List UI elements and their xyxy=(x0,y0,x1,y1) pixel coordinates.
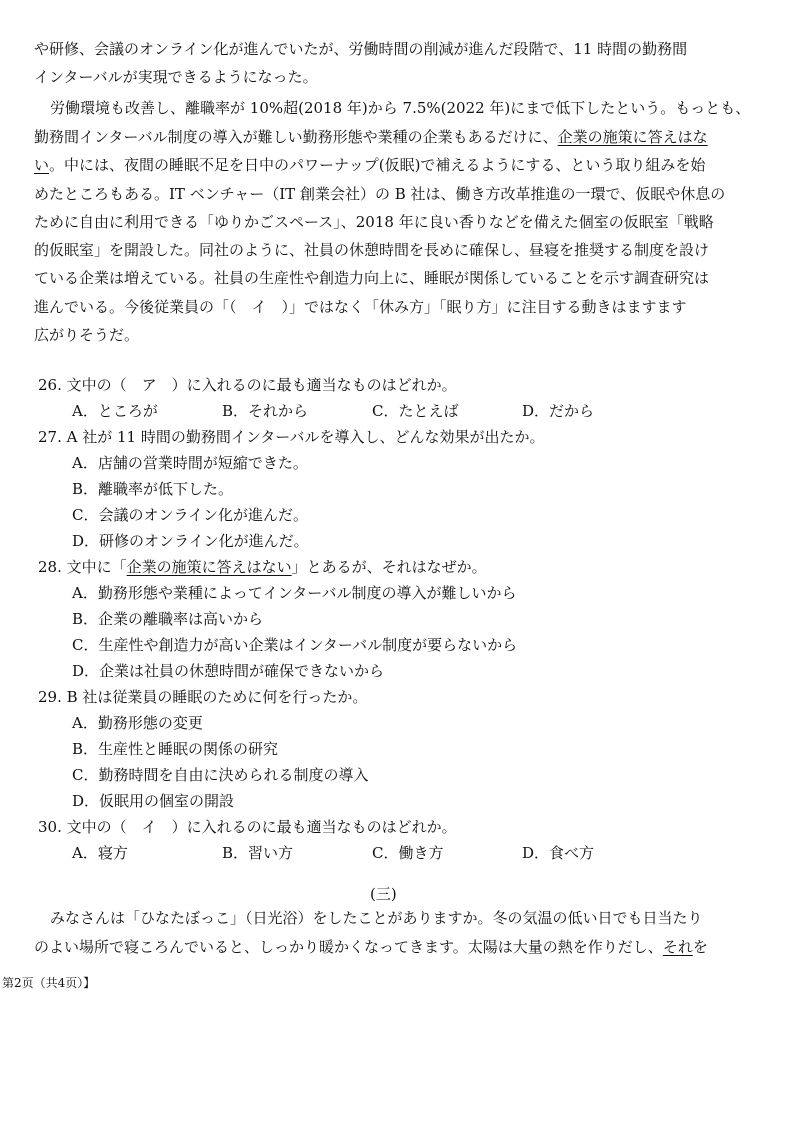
question-text: 28. 文中に「 xyxy=(38,558,127,576)
passage-text: 。中には、夜間の睡眠不足を日中のパワーナップ(仮眠)で補えるようにする、という取り組みを始 xyxy=(49,156,706,174)
question-26-option-a: A．ところが xyxy=(72,402,158,420)
question-26-option-c: C．たとえば xyxy=(372,402,459,420)
question-26-option-d: D．だから xyxy=(522,402,595,420)
passage-text: を xyxy=(692,938,708,956)
question-26-option-b: B．それから xyxy=(222,402,309,420)
question-27-option-b: B．離職率が低下した。 xyxy=(72,480,234,498)
question-28-option-c: C．生産性や創造力が高い企業はインターバル制度が要らないから xyxy=(72,636,518,654)
passage-line: めたところもある。IT ベンチャー（IT 創業会社）の B 社は、働き方改革推進の一環で、仮眠や休息の xyxy=(34,185,726,203)
question-text: 」とあるが、それはなぜか。 xyxy=(291,558,487,576)
question-30-stem: 30. 文中の（ イ ）に入れるのに最も適当なものはどれか。 xyxy=(38,818,457,836)
question-29-option-b: B．生産性と睡眠の関係の研究 xyxy=(72,740,279,758)
quoted-underlined-phrase: 企業の施策に答えはない xyxy=(126,558,292,576)
passage-line: や研修、会議のオンライン化が進んでいたが、労働時間の削減が進んだ段階で、11 時間の勤務間 xyxy=(34,40,688,58)
question-30-option-c: C．働き方 xyxy=(372,844,444,862)
passage-line xyxy=(34,128,708,146)
question-29-option-d: D．仮眠用の個室の開設 xyxy=(72,792,235,810)
question-30-option-d: D．食べ方 xyxy=(522,844,595,862)
question-27-option-c: C．会議のオンライン化が進んだ。 xyxy=(72,506,309,524)
underlined-phrase: それ xyxy=(662,938,693,956)
underlined-phrase-end: い xyxy=(34,156,50,174)
passage-line: 労働環境も改善し、離職率が 10%超(2018 年)から 7.5%(2022 年)にまで低下したという。もっとも、 xyxy=(50,99,751,117)
passage-line: 進んでいる。今後従業員の「（ イ ）」ではなく「休み方」「眠り方」に注目する動きはますます xyxy=(34,298,687,316)
passage-line: 的仮眠室」を開設した。同社のように、社員の休憩時間を長めに確保し、昼寝を推奨する制度を設け xyxy=(34,241,710,259)
question-26-stem: 26. 文中の（ ア ）に入れるのに最も適当なものはどれか。 xyxy=(38,376,457,394)
passage-line: ために自由に利用できる「ゆりかごスペース」、2018 年に良い香りなどを備えた個室の仮眠室「戦略 xyxy=(34,213,714,231)
question-29-stem: 29. B 社は従業員の睡眠のために何を行ったか。 xyxy=(38,688,368,706)
passage-text: のよい場所で寝ころんでいると、しっかり暖かくなってきます。太陽は大量の熱を作りだし、 xyxy=(34,938,663,956)
question-28-option-b: B．企業の離職率は高いから xyxy=(72,610,264,628)
question-28-option-d: D．企業は社員の休憩時間が確保できないから xyxy=(72,662,385,680)
section-heading: (三) xyxy=(370,885,397,903)
question-30-option-b: B．習い方 xyxy=(222,844,294,862)
passage-line: インターバルが実現できるようになった。 xyxy=(34,68,318,86)
page-footer: 第2页（共4页）】 xyxy=(2,976,96,990)
question-29-option-a: A．勤務形態の変更 xyxy=(72,714,203,732)
question-28-option-a: A．勤務形態や業種によってインターバル制度の導入が難しいから xyxy=(72,584,517,602)
passage-line xyxy=(34,938,708,956)
passage-line xyxy=(34,156,705,174)
question-27-stem: 27. A 社が 11 時間の勤務間インターバルを導入し、どんな効果が出たか。 xyxy=(38,428,545,446)
underlined-phrase: 企業の施策に答えはな xyxy=(557,128,708,146)
question-28-stem xyxy=(38,558,487,576)
passage-line: みなさんは「ひなたぼっこ」（日光浴）をしたことがありますか。冬の気温の低い日でも日当たり xyxy=(50,909,703,927)
passage-text: 勤務間インターバル制度の導入が難しい勤務形態や業種の企業もあるだけに、 xyxy=(34,128,558,146)
passage-line: ている企業は増えている。社員の生産性や創造力向上に、睡眠が関係していることを示す調査研究は xyxy=(34,269,710,287)
question-29-option-c: C．勤務時間を自由に決められる制度の導入 xyxy=(72,766,369,784)
question-27-option-a: A．店舗の営業時間が短縮できた。 xyxy=(72,454,308,472)
question-27-option-d: D．研修のオンライン化が進んだ。 xyxy=(72,532,309,550)
question-30-option-a: A．寝方 xyxy=(72,844,128,862)
passage-line: 広がりそうだ。 xyxy=(34,326,140,344)
